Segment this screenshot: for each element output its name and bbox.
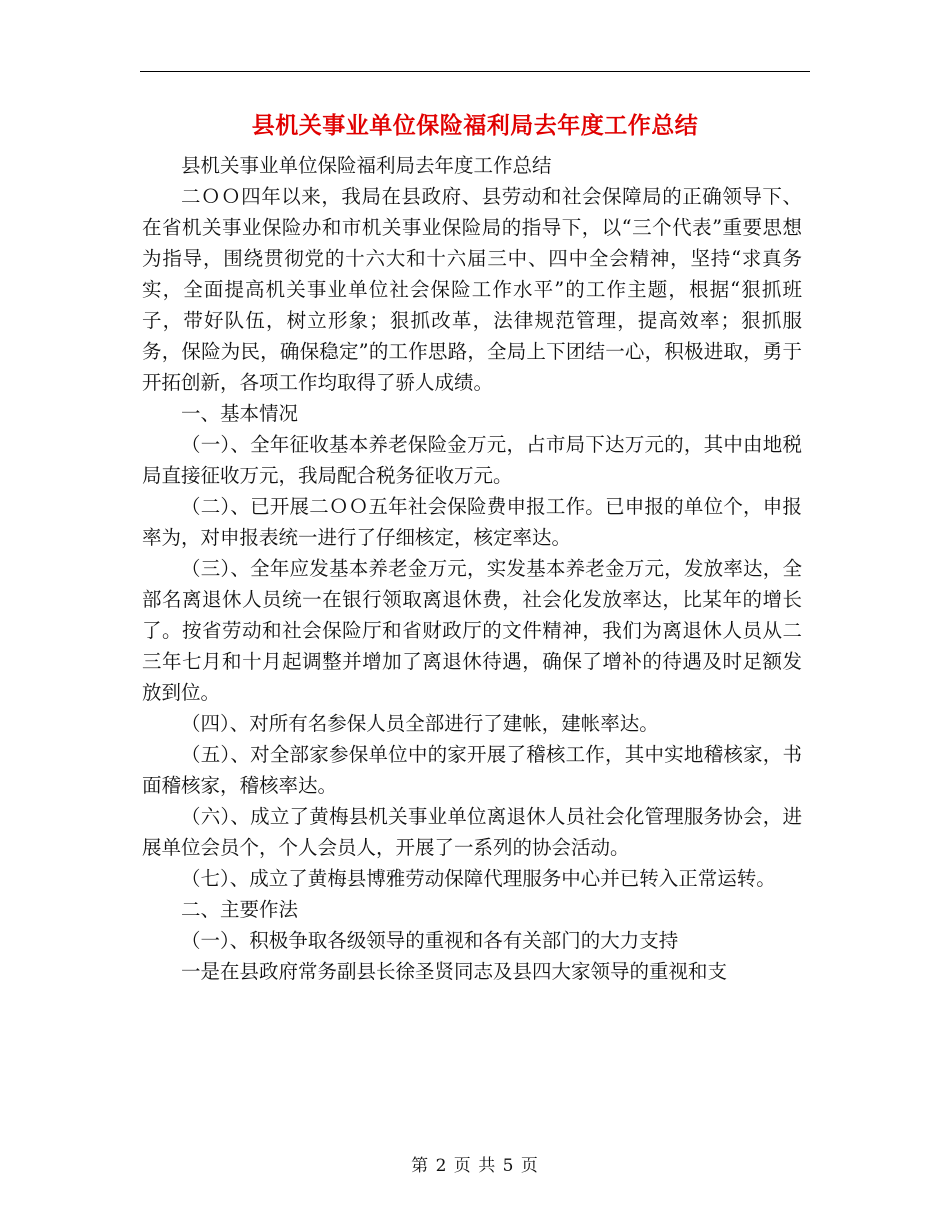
paragraph-item-6: （六）、成立了黄梅县机关事业单位离退休人员社会化管理服务协会，进展单位会员个，个人会员人，开展了一系列的协会活动。 [142,805,802,859]
page-number: 第 2 页 共 5 页 [411,1156,539,1176]
paragraph-item-2: （二）、已开展二ＯＯ五年社会保险费申报工作。已申报的单位个，申报率为，对申报表统一进行了仔细核定，核定率达。 [142,495,802,549]
paragraph-method-1: 一是在县政府常务副县长徐圣贤同志及县四大家领导的重视和支 [181,960,728,983]
paragraph-item-7: （七）、成立了黄梅县博雅劳动保障代理服务中心并已转入正常运转。 [181,867,776,890]
document-title: 县机关事业单位保险福利局去年度工作总结 [251,112,699,139]
header-rule [140,71,810,72]
paragraph-item-4: （四）、对所有名参保人员全部进行了建帐，建帐率达。 [181,712,659,735]
document-body [142,150,802,987]
section-heading-methods: 二、主要作法 [181,898,299,921]
section-heading-basic: 一、基本情况 [181,402,299,425]
paragraph-item-1: （一）、全年征收基本养老保险金万元，占市局下达万元的，其中由地税局直接征收万元，我局配合税务征收万元。 [142,433,802,487]
paragraph-subtitle: 县机关事业单位保险福利局去年度工作总结 [181,154,552,177]
paragraph-item-5: （五）、对全部家参保单位中的家开展了稽核工作，其中实地稽核家，书面稽核家，稽核率达。 [142,743,802,797]
paragraph-intro: 二ＯＯ四年以来，我局在县政府、县劳动和社会保障局的正确领导下、在省机关事业保险办和市机关事业保险局的指导下，以“三个代表”重要思想为指导，围绕贯彻党的十六大和十六届三中、四中全会精神，坚持“求真务实，全面提高机关事业单位社会保险工作水平”的工作主题，根据“狠抓班子，带好队伍，树立形象；狠抓改革，法律规范管理，提高效率；狠抓服务，保险为民，确保稳定”的工作思路，全局上下团结一心，积极进取，勇于开拓创新，各项工作均取得了骄人成绩。 [142,185,802,394]
subsection-heading-1: （一）、积极争取各级领导的重视和各有关部门的大力支持 [181,929,679,952]
paragraph-item-3: （三）、全年应发基本养老金万元，实发基本养老金万元，发放率达，全部名离退休人员统一在银行领取离退休费，社会化发放率达，比某年的增长了。按省劳动和社会保险厅和省财政厅的文件精神，我们为离退休人员从二三年七月和十月起调整并增加了离退休待遇，确保了增补的待遇及时足额发放到位。 [142,557,802,704]
